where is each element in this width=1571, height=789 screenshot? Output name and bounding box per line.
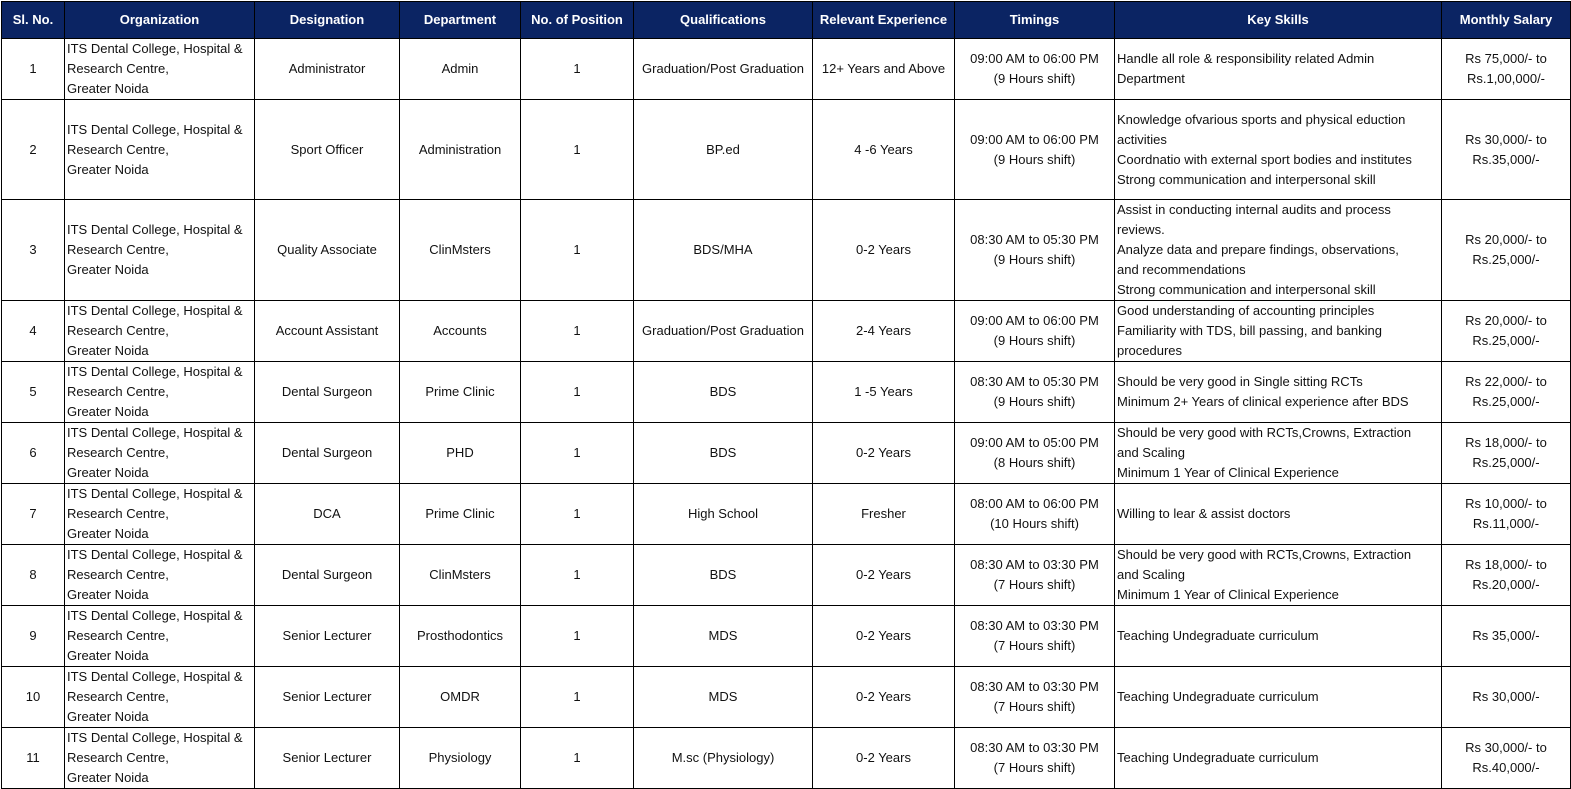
- cell-department: ClinMsters: [400, 545, 521, 606]
- table-row: [2, 423, 1571, 484]
- cell-sl-no: 11: [2, 728, 65, 789]
- cell-qualifications: BDS: [634, 423, 813, 484]
- table-row: [2, 606, 1571, 667]
- cell-positions: 1: [521, 667, 634, 728]
- cell-sl-no: 8: [2, 545, 65, 606]
- cell-key-skills: Teaching Undegraduate curriculum: [1115, 667, 1442, 728]
- cell-salary: Rs 18,000/- to Rs.25,000/-: [1442, 423, 1571, 484]
- cell-designation: Dental Surgeon: [255, 545, 400, 606]
- cell-designation: Senior Lecturer: [255, 667, 400, 728]
- cell-key-skills: Should be very good in Single sitting RCTs Minimum 2+ Years of clinical experience after BDS: [1115, 362, 1442, 423]
- cell-key-skills: Willing to lear & assist doctors: [1115, 484, 1442, 545]
- cell-timings: 09:00 AM to 06:00 PM (9 Hours shift): [955, 301, 1115, 362]
- header-row: [2, 2, 1571, 39]
- cell-experience: 4 -6 Years: [813, 100, 955, 200]
- cell-qualifications: Graduation/Post Graduation: [634, 301, 813, 362]
- cell-timings: 08:00 AM to 06:00 PM (10 Hours shift): [955, 484, 1115, 545]
- cell-department: Admin: [400, 39, 521, 100]
- cell-sl-no: 10: [2, 667, 65, 728]
- cell-department: Prime Clinic: [400, 362, 521, 423]
- cell-organization: ITS Dental College, Hospital & Research Centre, Greater Noida: [65, 100, 255, 200]
- cell-positions: 1: [521, 301, 634, 362]
- cell-organization: ITS Dental College, Hospital & Research Centre, Greater Noida: [65, 362, 255, 423]
- cell-qualifications: BDS: [634, 362, 813, 423]
- cell-experience: 1 -5 Years: [813, 362, 955, 423]
- cell-experience: Fresher: [813, 484, 955, 545]
- cell-qualifications: M.sc (Physiology): [634, 728, 813, 789]
- table-row: [2, 362, 1571, 423]
- cell-key-skills: Handle all role & responsibility related Admin Department: [1115, 39, 1442, 100]
- cell-designation: Sport Officer: [255, 100, 400, 200]
- header-salary: Monthly Salary: [1442, 2, 1571, 39]
- cell-designation: Quality Associate: [255, 200, 400, 301]
- cell-salary: Rs 22,000/- to Rs.25,000/-: [1442, 362, 1571, 423]
- cell-experience: 2-4 Years: [813, 301, 955, 362]
- cell-organization: ITS Dental College, Hospital & Research Centre, Greater Noida: [65, 39, 255, 100]
- cell-salary: Rs 30,000/-: [1442, 667, 1571, 728]
- header-experience: Relevant Experience: [813, 2, 955, 39]
- cell-department: Prosthodontics: [400, 606, 521, 667]
- cell-positions: 1: [521, 200, 634, 301]
- header-timings: Timings: [955, 2, 1115, 39]
- cell-organization: ITS Dental College, Hospital & Research Centre, Greater Noida: [65, 667, 255, 728]
- cell-timings: 08:30 AM to 03:30 PM (7 Hours shift): [955, 728, 1115, 789]
- cell-organization: ITS Dental College, Hospital & Research Centre, Greater Noida: [65, 728, 255, 789]
- cell-designation: Senior Lecturer: [255, 728, 400, 789]
- cell-salary: Rs 75,000/- to Rs.1,00,000/-: [1442, 39, 1571, 100]
- cell-department: PHD: [400, 423, 521, 484]
- cell-qualifications: BP.ed: [634, 100, 813, 200]
- job-openings-table: [1, 1, 1571, 789]
- cell-salary: Rs 20,000/- to Rs.25,000/-: [1442, 200, 1571, 301]
- cell-timings: 09:00 AM to 06:00 PM (9 Hours shift): [955, 39, 1115, 100]
- cell-positions: 1: [521, 39, 634, 100]
- cell-positions: 1: [521, 606, 634, 667]
- cell-qualifications: MDS: [634, 606, 813, 667]
- cell-department: Accounts: [400, 301, 521, 362]
- cell-sl-no: 7: [2, 484, 65, 545]
- cell-organization: ITS Dental College, Hospital & Research Centre, Greater Noida: [65, 301, 255, 362]
- header-department: Department: [400, 2, 521, 39]
- table-row: [2, 200, 1571, 301]
- cell-designation: Dental Surgeon: [255, 362, 400, 423]
- cell-positions: 1: [521, 728, 634, 789]
- header-organization: Organization: [65, 2, 255, 39]
- table-row: [2, 484, 1571, 545]
- cell-experience: 0-2 Years: [813, 423, 955, 484]
- header-positions: No. of Position: [521, 2, 634, 39]
- cell-qualifications: BDS: [634, 545, 813, 606]
- cell-timings: 08:30 AM to 05:30 PM (9 Hours shift): [955, 362, 1115, 423]
- table-row: [2, 100, 1571, 200]
- cell-qualifications: MDS: [634, 667, 813, 728]
- table-row: [2, 728, 1571, 789]
- cell-positions: 1: [521, 484, 634, 545]
- cell-timings: 08:30 AM to 05:30 PM (9 Hours shift): [955, 200, 1115, 301]
- cell-positions: 1: [521, 100, 634, 200]
- cell-salary: Rs 18,000/- to Rs.20,000/-: [1442, 545, 1571, 606]
- cell-key-skills: Teaching Undegraduate curriculum: [1115, 728, 1442, 789]
- cell-designation: DCA: [255, 484, 400, 545]
- cell-experience: 0-2 Years: [813, 606, 955, 667]
- cell-timings: 08:30 AM to 03:30 PM (7 Hours shift): [955, 545, 1115, 606]
- cell-organization: ITS Dental College, Hospital & Research Centre, Greater Noida: [65, 545, 255, 606]
- cell-timings: 08:30 AM to 03:30 PM (7 Hours shift): [955, 667, 1115, 728]
- table-row: [2, 545, 1571, 606]
- cell-qualifications: High School: [634, 484, 813, 545]
- cell-salary: Rs 30,000/- to Rs.40,000/-: [1442, 728, 1571, 789]
- cell-key-skills: Assist in conducting internal audits and process reviews. Analyze data and prepare findings, observations, and recommendations Strong communication and interpersonal skill: [1115, 200, 1442, 301]
- cell-key-skills: Should be very good with RCTs,Crowns, Extraction and Scaling Minimum 1 Year of Clinical Experience: [1115, 545, 1442, 606]
- cell-department: Physiology: [400, 728, 521, 789]
- cell-department: Prime Clinic: [400, 484, 521, 545]
- cell-positions: 1: [521, 545, 634, 606]
- table-row: [2, 39, 1571, 100]
- cell-designation: Dental Surgeon: [255, 423, 400, 484]
- cell-key-skills: Should be very good with RCTs,Crowns, Extraction and Scaling Minimum 1 Year of Clinical Experience: [1115, 423, 1442, 484]
- cell-salary: Rs 10,000/- to Rs.11,000/-: [1442, 484, 1571, 545]
- cell-experience: 0-2 Years: [813, 728, 955, 789]
- cell-salary: Rs 20,000/- to Rs.25,000/-: [1442, 301, 1571, 362]
- header-key-skills: Key Skills: [1115, 2, 1442, 39]
- cell-salary: Rs 30,000/- to Rs.35,000/-: [1442, 100, 1571, 200]
- cell-organization: ITS Dental College, Hospital & Research Centre, Greater Noida: [65, 200, 255, 301]
- cell-salary: Rs 35,000/-: [1442, 606, 1571, 667]
- cell-experience: 0-2 Years: [813, 545, 955, 606]
- cell-organization: ITS Dental College, Hospital & Research Centre, Greater Noida: [65, 423, 255, 484]
- cell-department: Administration: [400, 100, 521, 200]
- cell-timings: 08:30 AM to 03:30 PM (7 Hours shift): [955, 606, 1115, 667]
- cell-experience: 0-2 Years: [813, 667, 955, 728]
- cell-sl-no: 4: [2, 301, 65, 362]
- cell-key-skills: Good understanding of accounting principles Familiarity with TDS, bill passing, and banking procedures: [1115, 301, 1442, 362]
- cell-experience: 12+ Years and Above: [813, 39, 955, 100]
- cell-qualifications: Graduation/Post Graduation: [634, 39, 813, 100]
- cell-designation: Account Assistant: [255, 301, 400, 362]
- cell-positions: 1: [521, 362, 634, 423]
- header-designation: Designation: [255, 2, 400, 39]
- table-row: [2, 667, 1571, 728]
- cell-sl-no: 3: [2, 200, 65, 301]
- cell-organization: ITS Dental College, Hospital & Research Centre, Greater Noida: [65, 606, 255, 667]
- header-qualifications: Qualifications: [634, 2, 813, 39]
- cell-timings: 09:00 AM to 05:00 PM (8 Hours shift): [955, 423, 1115, 484]
- cell-key-skills: Knowledge ofvarious sports and physical eduction activities Coordnatio with external sport bodies and institutes Strong communication and interpersonal skill: [1115, 100, 1442, 200]
- cell-key-skills: Teaching Undegraduate curriculum: [1115, 606, 1442, 667]
- cell-sl-no: 6: [2, 423, 65, 484]
- cell-department: ClinMsters: [400, 200, 521, 301]
- cell-designation: Administrator: [255, 39, 400, 100]
- header-sl-no: Sl. No.: [2, 2, 65, 39]
- table-header: [2, 2, 1571, 39]
- table-row: [2, 301, 1571, 362]
- cell-organization: ITS Dental College, Hospital & Research Centre, Greater Noida: [65, 484, 255, 545]
- cell-positions: 1: [521, 423, 634, 484]
- table-body: [2, 39, 1571, 789]
- cell-department: OMDR: [400, 667, 521, 728]
- cell-sl-no: 2: [2, 100, 65, 200]
- cell-designation: Senior Lecturer: [255, 606, 400, 667]
- cell-qualifications: BDS/MHA: [634, 200, 813, 301]
- cell-sl-no: 9: [2, 606, 65, 667]
- cell-sl-no: 1: [2, 39, 65, 100]
- cell-experience: 0-2 Years: [813, 200, 955, 301]
- cell-timings: 09:00 AM to 06:00 PM (9 Hours shift): [955, 100, 1115, 200]
- cell-sl-no: 5: [2, 362, 65, 423]
